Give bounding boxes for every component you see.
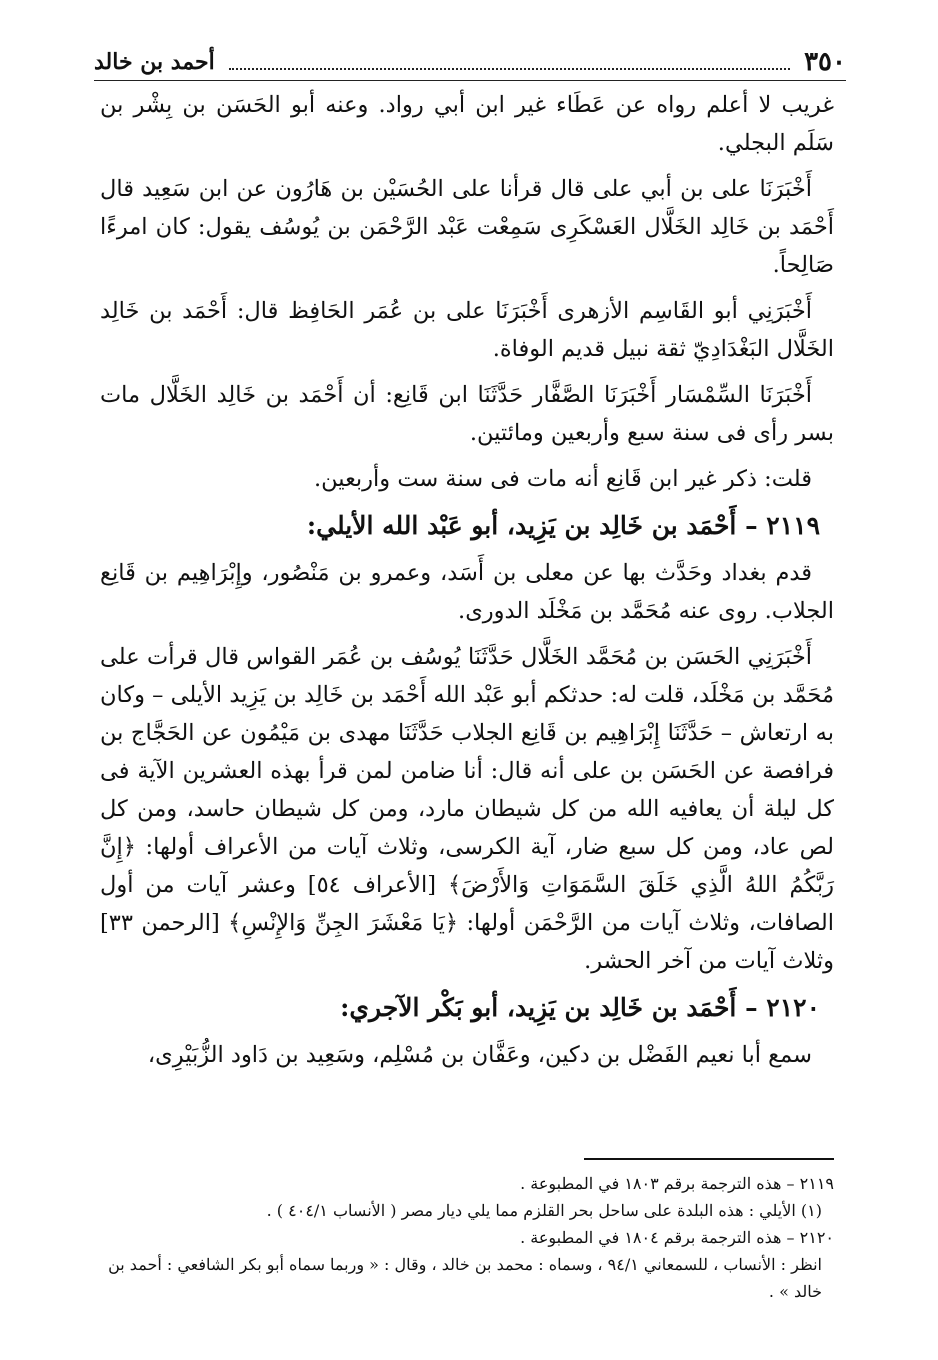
footnote: (١) الأيلي : هذه البلدة على ساحل بحر القلزم مما يلي ديار مصر ( الأنساب ٤٠٤/١ ) .	[266, 1201, 822, 1220]
running-header	[94, 44, 846, 81]
paragraph: أَخْبَرَنَا على بن أبي على قال قرأنا على الحُسَيْن بن هَارُون عن ابن سَعِيد قال أَحْمَد بن خَالِد الخَلَّال العَسْكَرِى سَمِعْت عَبْد الرَّحْمَن بن يُوسُف يقول: كان امرءًا صَالِحاً.	[100, 176, 834, 278]
paragraph: سمع أبا نعيم الفَضْل بن دكين، وعَفَّان بن مُسْلِم، وسَعِيد بن دَاود الزُّبَيْرِى،	[147, 1042, 812, 1068]
paragraph: غريب لا أعلم رواه عن عَطَاء غير ابن أبي رواد. وعنه أبو الحَسَن بن بِشْر بن سَلَم البجلي.	[100, 92, 835, 156]
paragraph: قلت: ذكر غير ابن قَانِع أنه مات فى سنة ست وأربعين.	[314, 466, 812, 492]
paragraph: أَخْبَرَنَا السِّمْسَار أَخْبَرَنَا الصَّفَّار حَدَّثَنَا ابن قَانِع: أن أَحْمَد بن خَالِد الخَلَّال مات بسر رأى فى سنة سبع وأربعين ومائتين.	[100, 382, 834, 446]
paragraph: أَخْبَرَنِي الحَسَن بن مُحَمَّد الخَلَّال حَدَّثَنَا يُوسُف بن عُمَر القواس قال قرأت على مُحَمَّد بن مَخْلَد، قلت له: حدثكم أبو عَبْد الله أَحْمَد بن خَالِد بن يَزِيد الأيلى – وكان به ارتعاش – حَدَّثَنَا إِبْرَاهِيم بن قَانِع الجلاب حَدَّثَنَا مهدى بن مَيْمُون عن الحَجَّاج بن فرافصة عن الحَسَن بن على أنه قال: أنا ضامن لمن قرأ بهذه العشرين الآية فى كل ليلة أن يعافيه الله من كل شيطان مارد، ومن كل شيطان حاسد، ومن كل لص عاد، ومن كل سبع ضار، آية الكرسى، وثلاث آيات من الأعراف أولها: ﴿إِنَّ رَبَّكُمُ اللهُ الَّذِي خَلَقَ السَّمَوَاتِ وَالأَرْضَ﴾ [الأعراف ٥٤] وعشر آيات من أول الصافات، وثلاث آيات من الرَّحْمَن أولها: ﴿يَا مَعْشَرَ الجِنِّ وَالإِنْسِ﴾ [الرحمن ٣٣] وثلاث آيات من آخر الحشر.	[100, 644, 834, 974]
paragraph: قدم بغداد وحَدَّث بها عن معلى بن أَسَد، وعمرو بن مَنْصُور، وإِبْرَاهِيم بن قَانِع الجلاب. روى عنه مُحَمَّد بن مَخْلَد الدورى.	[100, 560, 834, 624]
page-number: ٣٥٠	[804, 47, 846, 77]
footnote-separator	[584, 1158, 834, 1160]
footnote: انظر : الأنساب ، للسمعاني ٩٤/١ ، وسماه : محمد بن خالد ، وقال : « وربما سماه أبو بكر الشافعي : أحمد بن خالد » .	[108, 1255, 822, 1301]
main-text	[100, 86, 834, 1082]
footnote: ٢١٢٠ – هذه الترجمة برقم ١٨٠٤ في المطبوعة .	[520, 1228, 834, 1247]
footnote: ٢١١٩ – هذه الترجمة برقم ١٨٠٣ في المطبوعة .	[520, 1174, 834, 1193]
footnotes	[100, 1170, 834, 1305]
entry-heading: ٢١١٩ – أَحْمَد بن خَالِد بن يَزِيد، أبو عَبْد الله الأيلي:	[306, 511, 820, 540]
paragraph: أَخْبَرَنِي أبو القَاسِم الأزهرى أَخْبَرَنَا على بن عُمَر الحَافِظ قال: أَحْمَد بن خَالِد الخَلَّال البَغْدَادِيّ ثقة نبيل قديم الوفاة.	[100, 298, 834, 362]
entry-heading: ٢١٢٠ – أَحْمَد بن خَالِد بن يَزِيد، أبو بَكْر الآجري:	[340, 993, 820, 1022]
header-dot-leader	[229, 54, 790, 70]
running-title: أحمد بن خالد	[94, 49, 215, 75]
